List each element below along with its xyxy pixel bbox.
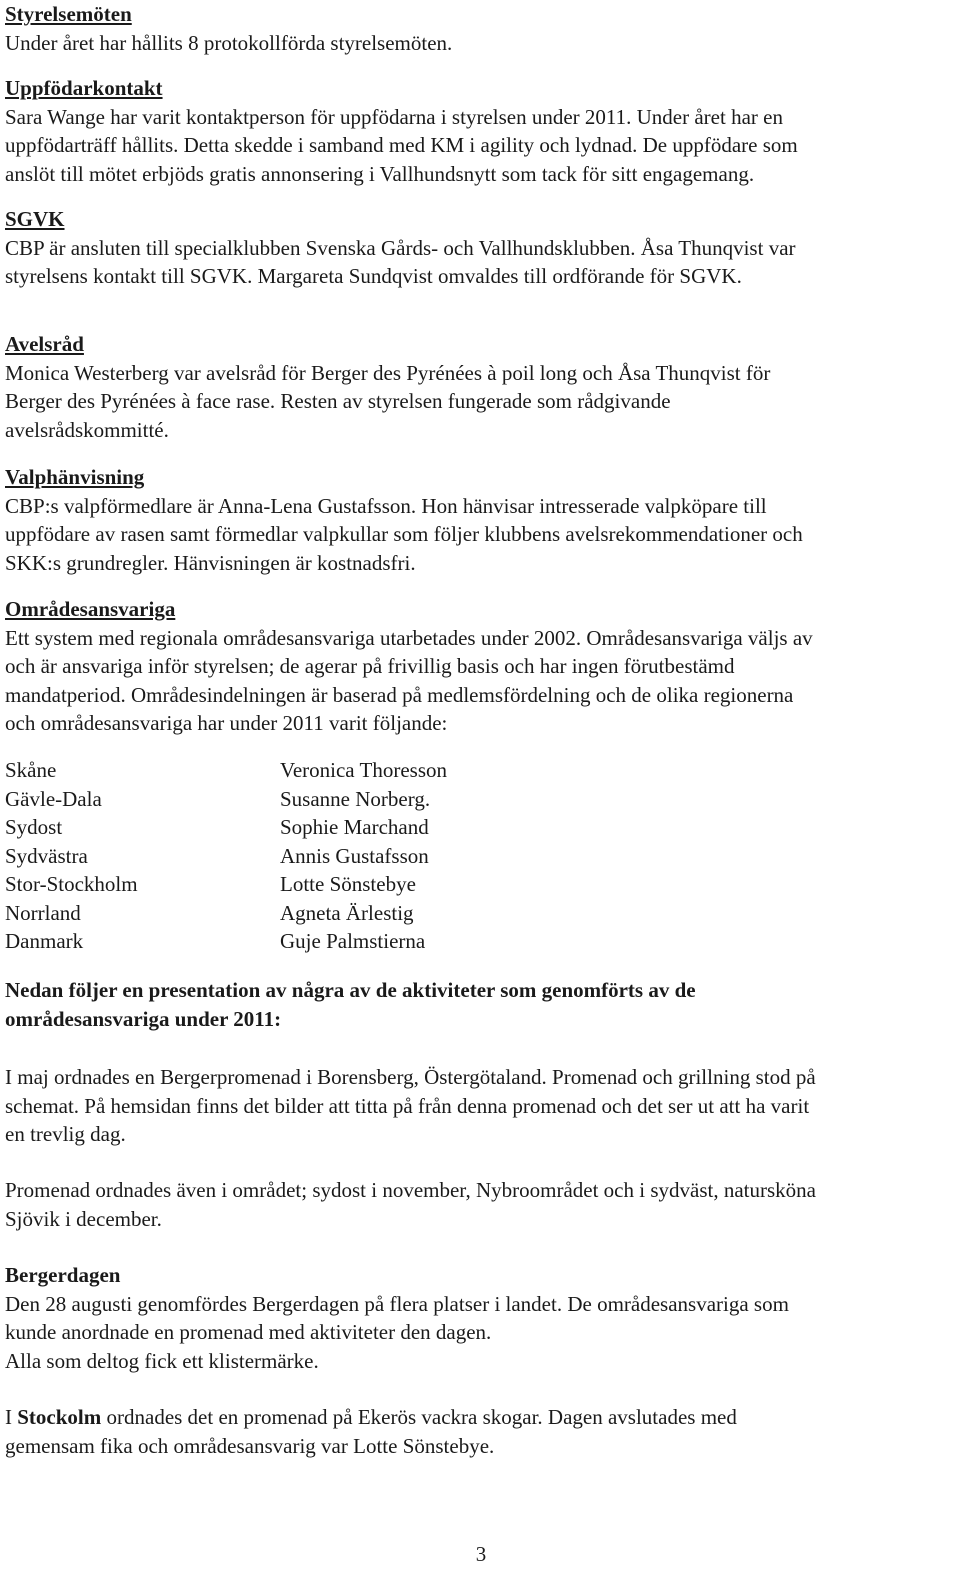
paragraph-line: schemat. På hemsidan finns det bilder att titta på från denna promenad och det ser ut att ha varit (5, 1093, 810, 1118)
paragraph-line: gemensam fika och områdesansvarig var Lotte Sönstebye. (5, 1433, 495, 1458)
section-heading: Områdesansvariga (5, 597, 176, 621)
paragraph-line (5, 1403, 957, 1432)
area-person: Susanne Norberg. (280, 786, 431, 811)
page-number: 3 (475, 1542, 487, 1566)
section-sgvk (5, 205, 957, 291)
area-person: Veronica Thoresson (280, 758, 447, 782)
section-presentation-para2 (5, 1176, 957, 1233)
area-row (5, 813, 705, 842)
paragraph-line: Alla som deltog fick ett klistermärke. (5, 1348, 319, 1373)
paragraph-line: styrelsens kontakt till SGVK. Margareta Sundqvist omvaldes till ordförande för SGVK. (5, 264, 742, 288)
paragraph-line: Den 28 augusti genomfördes Bergerdagen på flera platser i landet. De områdesansvariga som (5, 1291, 789, 1316)
section-uppfodarkontakt (5, 74, 957, 188)
section-heading: Uppfödarkontakt (5, 76, 163, 100)
area-row (5, 899, 705, 928)
paragraph-line: uppfödare av rasen samt förmedlar valpkullar som följer klubbens avelsrekommendationer och (5, 522, 803, 546)
area-name: Gävle-Dala (5, 786, 102, 811)
area-person: Annis Gustafsson (280, 843, 429, 868)
paragraph-line: SKK:s grundregler. Hänvisningen är kostnadsfri. (5, 550, 416, 575)
section-heading: SGVK (5, 207, 65, 231)
section-avelsrad (5, 330, 957, 444)
area-person: Sophie Marchand (280, 815, 429, 839)
paragraph-line: Sara Wange har varit kontaktperson för uppfödarna i styrelsen under 2011. Under året har en (5, 104, 783, 129)
paragraph-line: I maj ordnades en Bergerpromenad i Borensberg, Östergötaland. Promenad och grillning stod på (5, 1065, 816, 1089)
paragraph-line: Ett system med regionala områdesansvariga utarbetades under 2002. Områdesansvariga väljs av (5, 625, 813, 650)
paragraph-line: Monica Westerberg var avelsråd för Berger des Pyrénées à poil long och Åsa Thunqvist för (5, 360, 771, 385)
area-name: Stor-Stockholm (5, 872, 138, 896)
paragraph-line: anslöt till mötet erbjöds gratis annonsering i Vallhundsnytt som tack för sitt engagemang. (5, 161, 755, 186)
section-valphanvisning (5, 463, 957, 577)
paragraph-line: uppfödarträff hållits. Detta skedde i samband med KM i agility och lydnad. De uppfödare som (5, 133, 798, 157)
paragraph-line: mandatperiod. Områdesindelningen är baserad på medlemsfördelning och de olika regionerna (5, 682, 794, 707)
section-presentation-heading (5, 976, 957, 1033)
paragraph-line: Berger des Pyrénées à face rase. Resten av styrelsen fungerade som rådgivande (5, 389, 671, 413)
area-name: Sydvästra (5, 843, 88, 868)
area-row (5, 785, 705, 814)
area-row (5, 927, 705, 956)
bold-heading-line: Nedan följer en presentation av några av de aktiviteter som genomförts av de (5, 978, 696, 1002)
area-row (5, 870, 705, 899)
section-styrelsemoten (5, 0, 957, 57)
bold-heading-line: områdesansvariga under 2011: (5, 1006, 282, 1031)
bold-place-name: Stockolm (17, 1405, 102, 1429)
section-heading: Bergerdagen (5, 1263, 121, 1287)
section-heading: Styrelsemöten (5, 2, 132, 26)
paragraph-line: en trevlig dag. (5, 1122, 126, 1146)
paragraph-line: Under året har hållits 8 protokollförda styrelsemöten. (5, 30, 453, 55)
area-name: Sydost (5, 815, 63, 839)
text-fragment: I (5, 1405, 18, 1429)
section-omradesansvariga (5, 595, 957, 738)
section-bergerdagen (5, 1261, 957, 1375)
area-row (5, 756, 705, 785)
section-heading: Valphänvisning (5, 465, 145, 489)
text-fragment: ordnades det en promenad på Ekerös vackra skogar. Dagen avslutades med (101, 1405, 737, 1429)
paragraph-line: Promenad ordnades även i området; sydost i november, Nybroområdet och i sydväst, natursköna (5, 1178, 816, 1202)
area-name: Skåne (5, 758, 57, 782)
paragraph-line: kunde anordnade en promenad med aktiviteter den dagen. (5, 1320, 492, 1344)
paragraph-line: Sjövik i december. (5, 1206, 162, 1231)
area-name: Norrland (5, 900, 81, 925)
area-name: Danmark (5, 929, 84, 953)
paragraph-line: avelsrådskommitté. (5, 417, 169, 442)
area-person: Lotte Sönstebye (280, 872, 416, 896)
area-list (5, 756, 705, 956)
section-presentation-para1 (5, 1063, 957, 1149)
section-stockholm (5, 1403, 957, 1460)
paragraph-line: och är ansvariga inför styrelsen; de agerar på frivillig basis och har ingen förutbestämd (5, 654, 735, 678)
paragraph-line: CBP:s valpförmedlare är Anna-Lena Gustafsson. Hon hänvisar intresserade valpköpare till (5, 493, 767, 518)
paragraph-line: och områdesansvariga har under 2011 varit följande: (5, 711, 448, 735)
paragraph-line: CBP är ansluten till specialklubben Svenska Gårds- och Vallhundsklubben. Åsa Thunqvist var (5, 235, 796, 260)
area-row (5, 842, 705, 871)
section-heading: Avelsråd (5, 332, 84, 356)
area-person: Guje Palmstierna (280, 929, 426, 953)
area-person: Agneta Ärlestig (280, 900, 414, 925)
